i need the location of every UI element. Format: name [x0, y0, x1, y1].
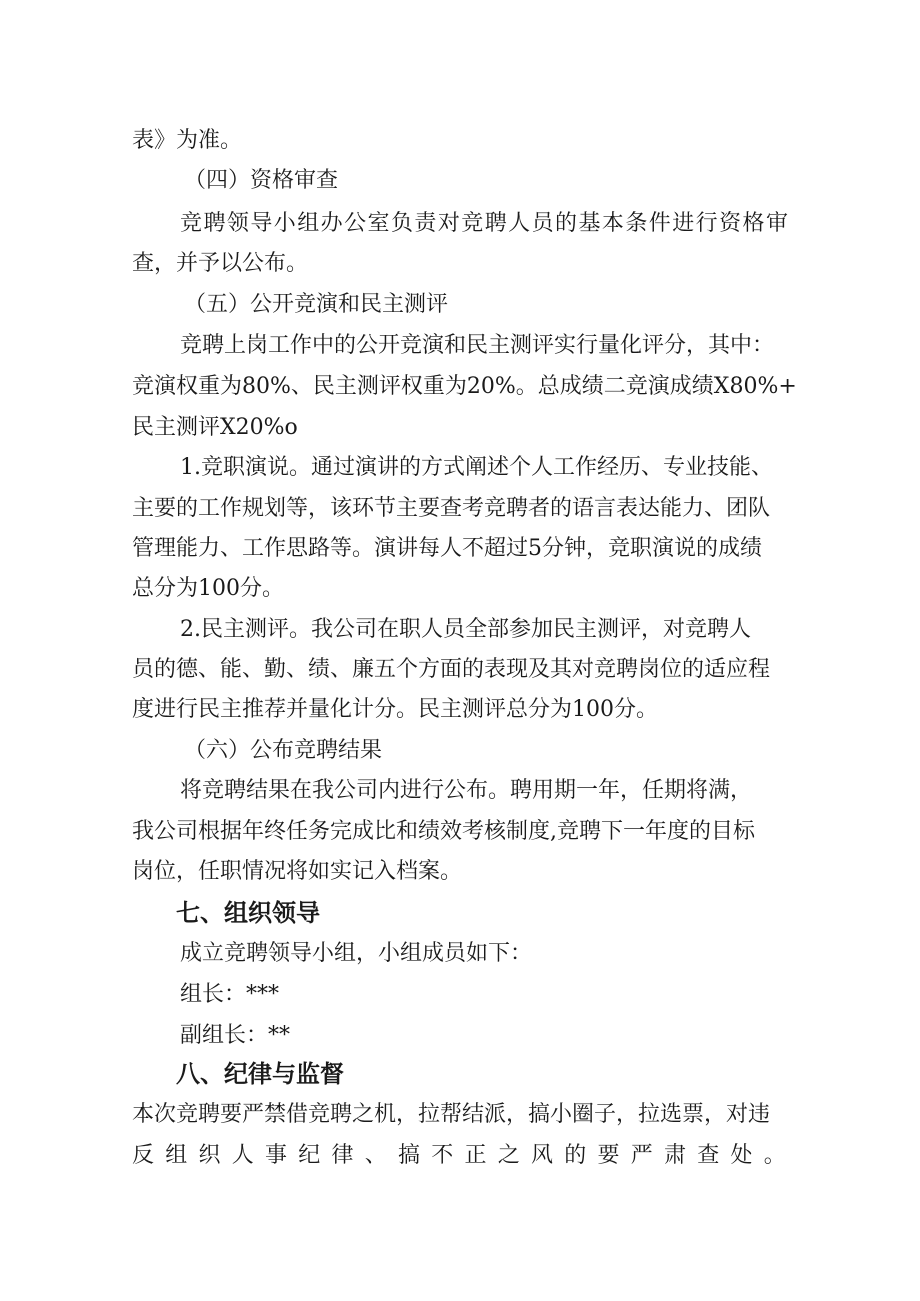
text-line: 将竞聘结果在我公司内进行公布。聘用期一年，任期将满， [180, 778, 753, 803]
text-line: 度进行民主推荐并量化计分。民主测评总分为100分。 [132, 697, 658, 722]
text-line: 竞演权重为80%、民主测评权重为20%。总成绩二竞演成绩X80%+ [132, 374, 797, 399]
text-line: 员的德、能、勤、绩、廉五个方面的表现及其对竞聘岗位的适应程 [132, 657, 771, 682]
text-line: 主要的工作规划等，该环节主要查考竞聘者的语言表达能力、团队 [132, 496, 771, 521]
text-line: 竞 聘 领 导 小 组 办 公 室 负 责 对 竞 聘 人 员 的 基 本 条 件 进 行 资 格 审 [180, 211, 788, 236]
text-line: 1.竞职演说。通过演讲的方式阐述个人工作经历、专业技能、 [180, 455, 773, 480]
text-line: 竞聘上岗工作中的公开竞演和民主测评实行量化评分，其中： [180, 333, 775, 358]
text-line: 组长：*** [180, 982, 280, 1007]
text-line: 成立竞聘领导小组，小组成员如下： [180, 941, 533, 966]
section-heading-4: （四）资格审查 [184, 168, 339, 193]
text-line: 副组长：** [180, 1023, 291, 1048]
text-line: 民主测评X20%o [132, 415, 298, 440]
chapter-heading-7: 七、组织领导 [176, 899, 320, 927]
section-heading-6: （六）公布竞聘结果 [184, 738, 383, 763]
text-line: 反 组 织 人 事 纪 律 、 搞 不 正 之 风 的 要 严 肃 查 处 。 [132, 1143, 786, 1168]
text-line: 查，并予以公布。 [132, 251, 309, 276]
text-line: 岗位，任职情况将如实记入档案。 [132, 859, 463, 884]
text-line: 我公司根据年终任务完成比和绩效考核制度,竞聘下一年度的目标 [132, 819, 755, 844]
text-line: 2.民主测评。我公司在职人员全部参加民主测评，对竞聘人 [180, 617, 751, 642]
text-line: 表》为准。 [132, 128, 243, 153]
text-line: 管理能力、工作思路等。演讲每人不超过5分钟，竞职演说的成绩 [132, 536, 762, 561]
section-heading-5: （五）公开竞演和民主测评 [184, 292, 449, 317]
chapter-heading-8: 八、纪律与监督 [176, 1060, 344, 1088]
text-line: 本次竞聘要严禁借竞聘之机，拉帮结派，搞小圈子，拉选票，对违 [132, 1102, 771, 1127]
text-line: 总分为100分。 [132, 576, 284, 601]
